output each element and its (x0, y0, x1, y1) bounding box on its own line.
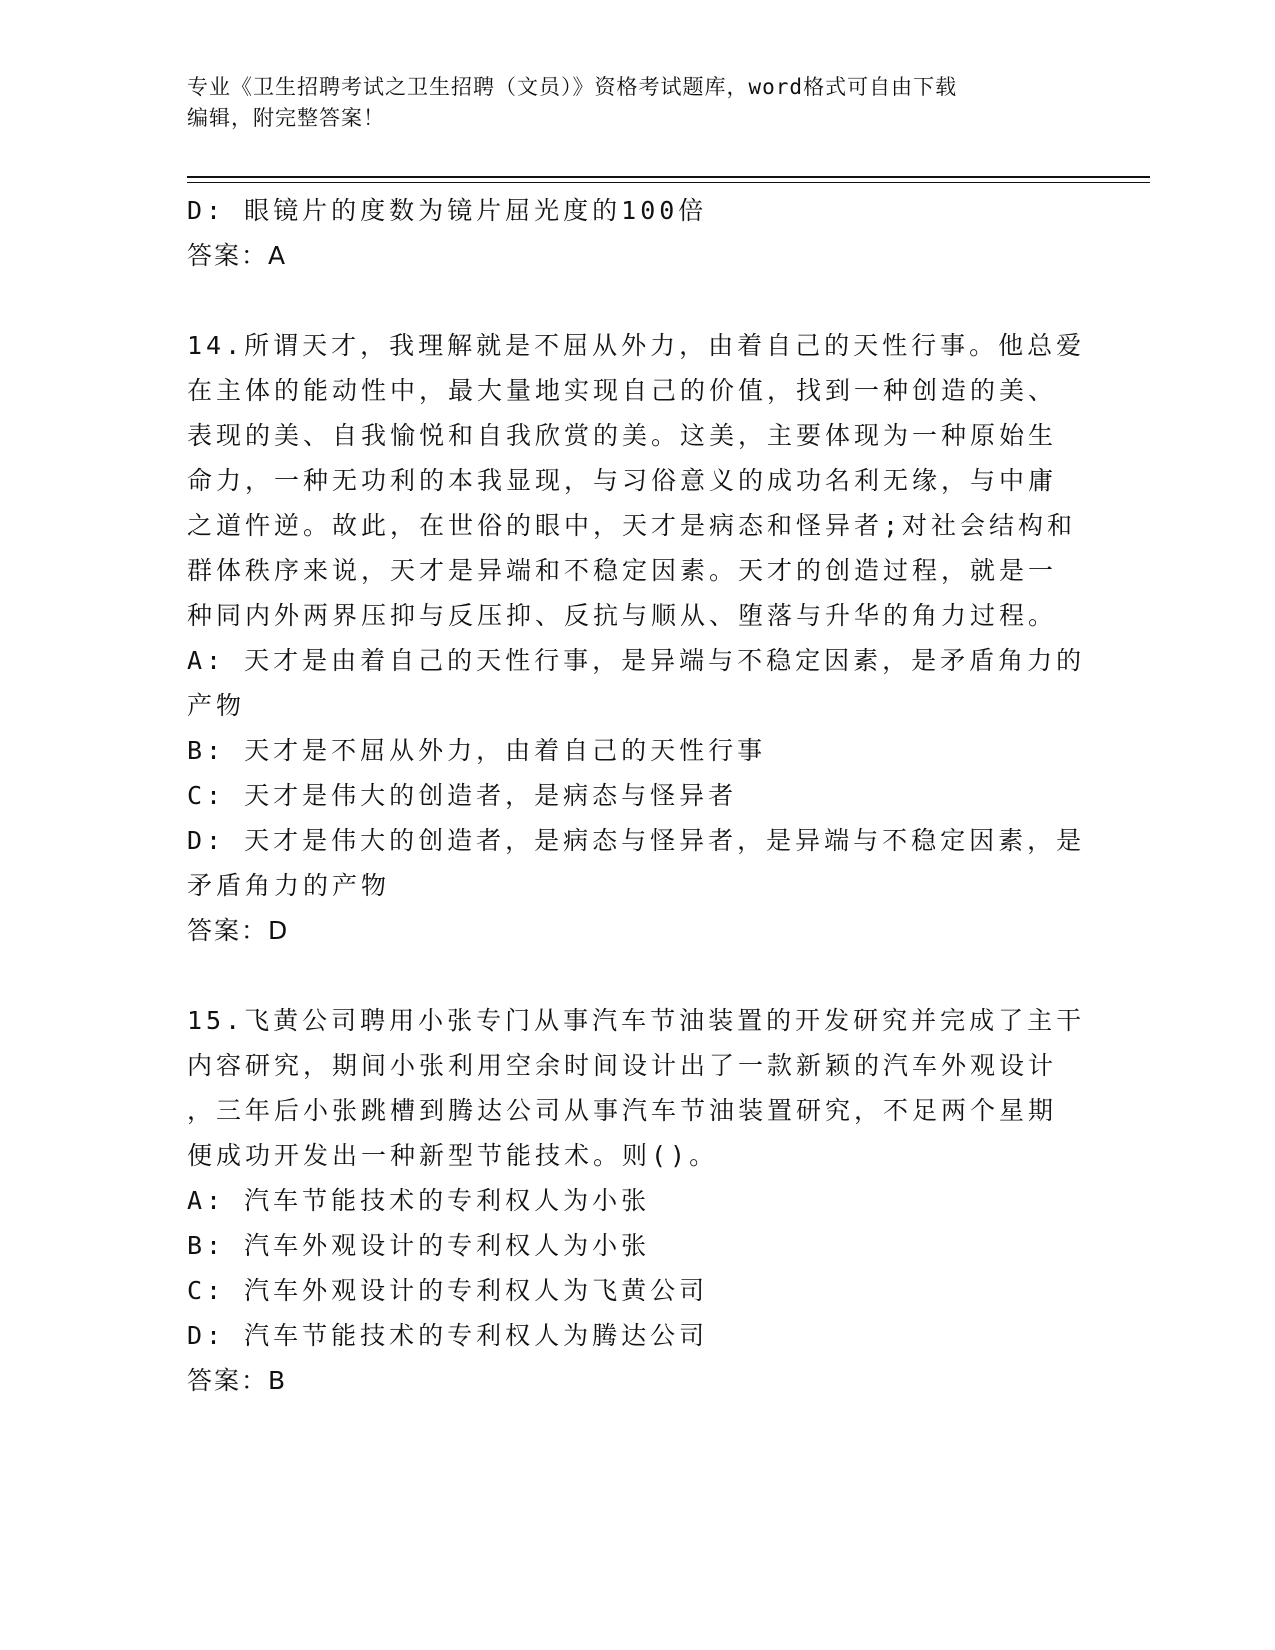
q14-option-b: B: 天才是不屈从外力，由着自己的天性行事 (187, 736, 767, 765)
header-line-1: 专业《卫生招聘考试之卫生招聘（文员）》资格考试题库，word格式可自由下载 (187, 75, 958, 99)
q14-stem-line: 群体秩序来说，天才是异端和不稳定因素。天才的创造过程，就是一 (187, 556, 1058, 585)
document-header (187, 72, 1067, 134)
header-divider (187, 176, 1150, 178)
q14-option-a: A: 天才是由着自己的天性行事，是异端与不稳定因素，是矛盾角力的 (187, 646, 1086, 675)
q14-stem-line: 之道忤逆。故此，在世俗的眼中，天才是病态和怪异者;对社会结构和 (187, 511, 1077, 540)
q15-option-c: C: 汽车外观设计的专利权人为飞黄公司 (187, 1276, 709, 1305)
q14-stem-line: 在主体的能动性中，最大量地实现自己的价值，找到一种创造的美、 (187, 376, 1058, 405)
q15-stem-line: 内容研究，期间小张利用空余时间设计出了一款新颖的汽车外观设计 (187, 1051, 1058, 1080)
prev-option-d: D: 眼镜片的度数为镜片屈光度的100倍 (187, 196, 708, 225)
q15-stem-line: 15.飞黄公司聘用小张专门从事汽车节油装置的开发研究并完成了主干 (187, 1006, 1086, 1035)
question-15 (187, 998, 1087, 1403)
document-body (187, 188, 1087, 1403)
q14-stem-line: 14.所谓天才，我理解就是不屈从外力，由着自己的天性行事。他总爱 (187, 331, 1086, 360)
q14-stem-line: 命力，一种无功利的本我显现，与习俗意义的成功名利无缘，与中庸 (187, 466, 1058, 495)
q14-stem-line: 种同内外两界压抑与反压抑、反抗与顺从、堕落与升华的角力过程。 (187, 601, 1058, 630)
spacer (187, 278, 1087, 323)
prev-answer: 答案：A (187, 241, 288, 270)
q14-option-d-cont: 矛盾角力的产物 (187, 871, 391, 900)
q15-option-b: B: 汽车外观设计的专利权人为小张 (187, 1231, 651, 1260)
header-line-2: 编辑，附完整答案！ (187, 106, 385, 130)
header-divider-thin (187, 182, 1150, 183)
q15-option-d: D: 汽车节能技术的专利权人为腾达公司 (187, 1321, 709, 1350)
q14-option-a-cont: 产物 (187, 691, 246, 720)
q14-option-d: D: 天才是伟大的创造者，是病态与怪异者，是异端与不稳定因素，是 (187, 826, 1086, 855)
spacer (187, 953, 1087, 998)
q14-option-c: C: 天才是伟大的创造者，是病态与怪异者 (187, 781, 738, 810)
q15-answer: 答案：B (187, 1366, 288, 1395)
q14-stem-line: 表现的美、自我愉悦和自我欣赏的美。这美，主要体现为一种原始生 (187, 421, 1058, 450)
question-14 (187, 323, 1087, 953)
q15-stem-line: 便成功开发出一种新型节能技术。则()。 (187, 1141, 719, 1170)
q14-answer: 答案：D (187, 916, 290, 945)
q15-option-a: A: 汽车节能技术的专利权人为小张 (187, 1186, 651, 1215)
q15-stem-line: ，三年后小张跳槽到腾达公司从事汽车节油装置研究，不足两个星期 (187, 1096, 1058, 1125)
